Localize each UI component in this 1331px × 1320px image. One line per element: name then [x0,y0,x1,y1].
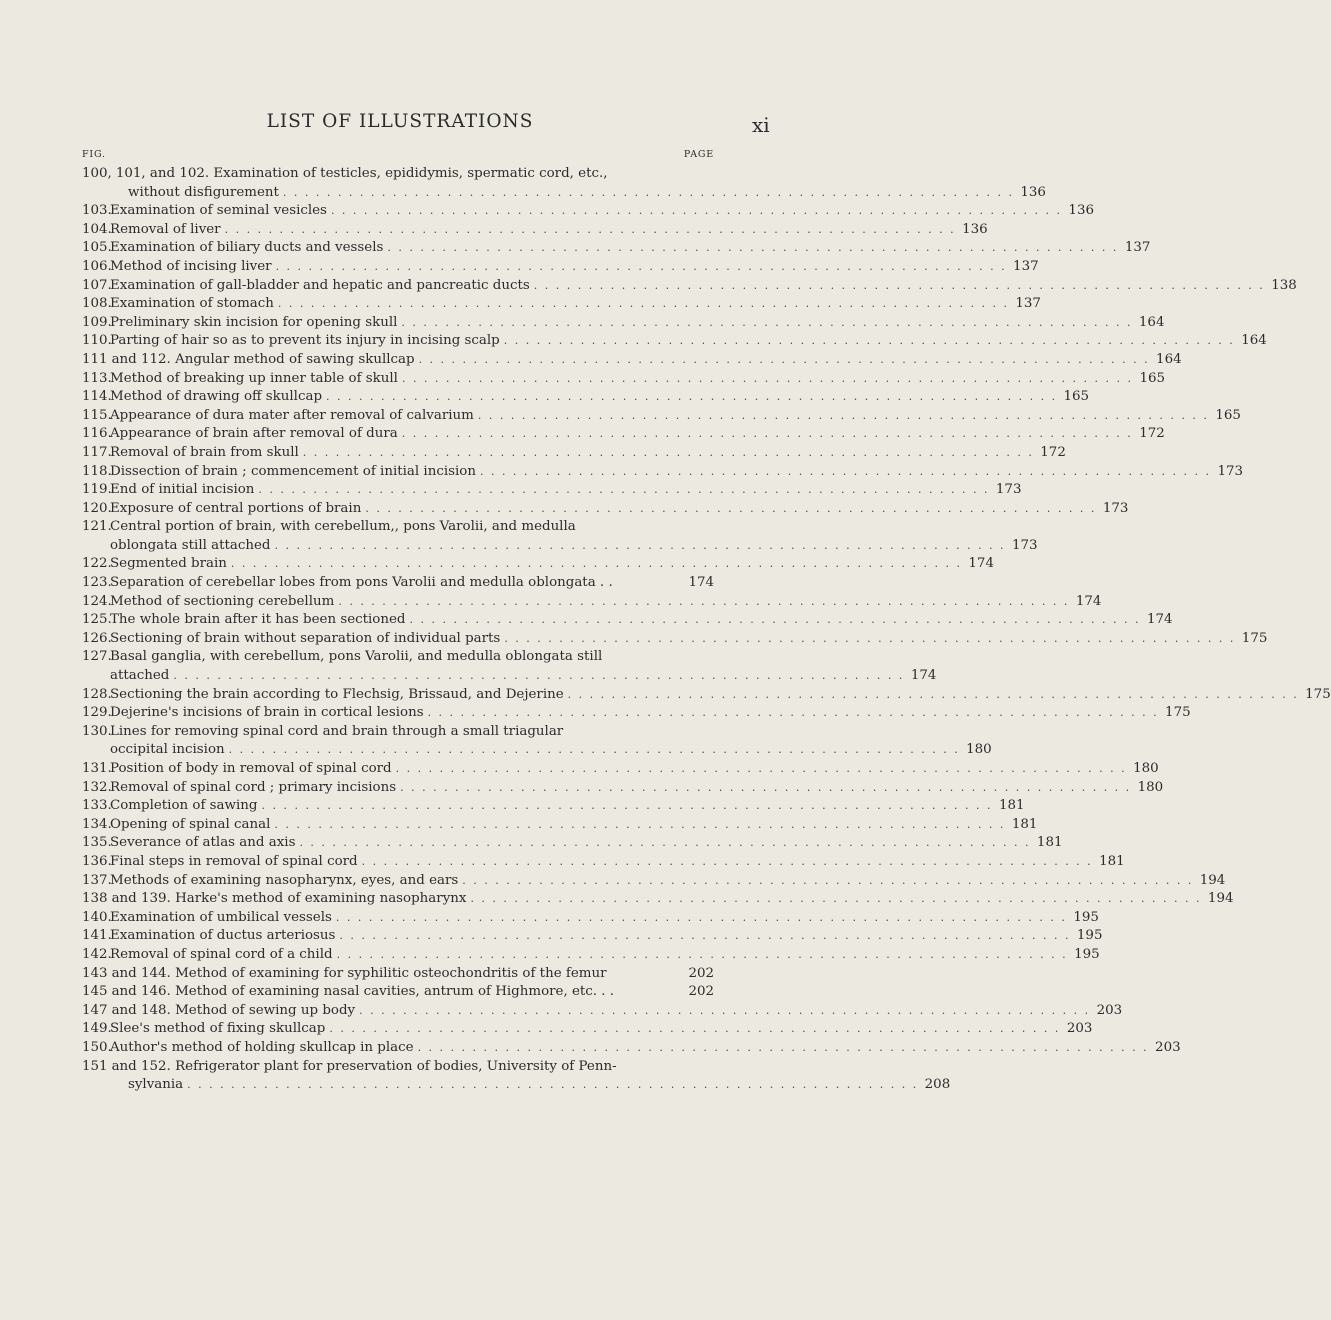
page-reference: 203 [1066,1021,1093,1037]
figure-caption: Completion of sawing [110,798,258,814]
figure-number: 130. [82,723,112,739]
dot-leader: . . . . . . . . . . . . . . . . . . . . . . . . . . . . . . . . . . . . . . . . . . . . . . . . . . . . . . . . . . . . . . . . . . . [401,315,1133,329]
page-reference: 136 [1020,184,1046,200]
figure-caption: Sectioning of brain without separation of individual parts [110,630,501,646]
page-reference: 180 [1133,761,1159,776]
dot-leader: . . . . . . . . . . . . . . . . . . . . . . . . . . . . . . . . . . . . . . . . . . . . . . . . . . . . . . . . . . . . . . . . . . . [401,427,1133,441]
figure-caption: attached [110,668,170,684]
page-reference: 164 [1156,351,1182,367]
dot-leader: . . . . . . . . . . . . . . . . . . . . . . . . . . . . . . . . . . . . . . . . . . . . . . . . . . . . . . . . . . . . . . . . . . . [339,929,1071,943]
figure-caption: and 152. Refrigerator plant for preservation of bodies, University of Penn- [111,1058,617,1074]
dot-leader: . . . . . . . . . . . . . . . . . . . . . . . . . . . . . . . . . . . . . . . . . . . . . . . . . . . . . . . . . . . . . . . . . . . [338,594,1070,608]
figure-caption: Method of sectioning cerebellum [110,593,335,609]
page-reference: 181 [998,798,1025,814]
list-item [82,165,1046,202]
list-item [82,965,714,984]
page-reference: 175 [1305,686,1331,702]
list-item [82,1020,1093,1039]
dot-leader: . . . . . . . . . . . . . . . . . . . . . . . . . . . . . . . . . . . . . . . . . . . . . . . . . . . . . . . . . . . . . . . . . . . [400,780,1132,794]
list-item [82,593,1102,612]
list-item [82,555,994,574]
figure-caption: and 139. Harke's method of examining nasopharynx [111,891,467,907]
list-item [82,332,1267,351]
figure-caption: End of initial incision [110,482,255,498]
dot-leader: . . . . . . . . . . . . . . . . . . . . . . . . . . . . . . . . . . . . . . . . . . . . . . . . . . . . . . . . . . . . . . . . . . . [533,278,1265,292]
page-reference: 180 [966,742,992,758]
figure-number: 110. [82,333,112,349]
figure-number: 118. [82,463,112,479]
page-reference: 208 [924,1077,951,1093]
figure-caption: Removal of spinal cord ; primary incisions [110,779,397,795]
figure-number: 111 [82,351,108,367]
dot-leader: . . . . . . . . . . . . . . . . . . . . . . . . . . . . . . . . . . . . . . . . . . . . . . . . . . . . . . . . . . . . . . . . . . . [567,687,1299,701]
figure-caption: Severance of atlas and axis [110,835,296,851]
page-reference: 165 [1063,389,1090,405]
page-reference: 137 [1013,258,1039,274]
figure-caption: Sectioning the brain according to Flechsig, Brissaud, and Dejerine [110,686,564,702]
list-item [82,983,714,1002]
dot-leader: . . . . . . . . . . . . . . . . . . . . . . . . . . . . . . . . . . . . . . . . . . . . . . . . . . . . . . . . . . . . . . . . . . . [261,799,993,813]
figure-number: 142. [82,946,112,962]
page-reference: 203 [1155,1039,1181,1055]
list-item [82,611,1173,630]
list-item [82,295,1041,314]
figure-number: 120. [82,500,112,516]
figure-caption: oblongata still attached [110,537,271,553]
page-reference: 174 [688,575,714,591]
page-reference: 181 [1099,853,1125,869]
page-reference: 202 [688,965,714,981]
page-reference: 137 [1015,296,1041,312]
dot-leader: . . . . . . . . . . . . . . . . . . . . . . . . . . . . . . . . . . . . . . . . . . . . . . . . . . . . . . . . . . . . . . . . . . . [274,817,1006,831]
page-reference: 172 [1040,444,1066,460]
figure-number: 109. [82,314,112,330]
figure-number: 131. [82,761,112,776]
figure-number: 137. [82,872,112,888]
figure-number: 128. [82,686,112,702]
figure-caption: Appearance of dura mater after removal of calvarium [110,407,474,423]
figure-number: 141. [82,928,112,944]
figure-number: 143 [82,965,108,981]
figure-caption: and 148. Method of sewing up body [111,1002,356,1018]
figure-number: 123. [82,575,112,591]
figure-caption: Segmented brain [110,556,227,572]
page-reference: 175 [1241,630,1268,646]
page-reference: 174 [910,668,937,684]
dot-leader: . . . . . . . . . . . . . . . . . . . . . . . . . . . . . . . . . . . . . . . . . . . . . . . . . . . . . . . . . . . . . . . . . . . [477,408,1209,422]
dot-leader: . . . . . . . . . . . . . . . . . . . . . . . . . . . . . . . . . . . . . . . . . . . . . . . . . . . . . . . . . . . . . . . . . . . [365,501,1097,515]
page-reference: 164 [1241,333,1267,349]
figure-caption: Exposure of central portions of brain [110,500,362,516]
page-reference: 175 [1165,705,1191,721]
figure-caption: and 144. Method of examining for syphilitic osteochondritis of the femur [111,965,607,981]
list-item [82,407,1241,426]
dot-leader: . . . . . . . . . . . . . . . . . . . . . . . . . . . . . . . . . . . . . . . . . . . . . . . . . . . . . . . . . . . . . . . . . . . [335,910,1067,924]
dot-leader: . . . . . . . . . . . . . . . . . . . . . . . . . . . . . . . . . . . . . . . . . . . . . . . . . . . . . . . . . . . . . . . . . . . [479,464,1211,478]
list-item [82,277,1297,296]
figure-number: 149. [82,1021,112,1037]
page-number: xi [752,113,770,137]
list-item [82,909,1099,928]
figure-caption: without disfigurement [128,184,279,200]
figure-caption: Methods of examining nasopharynx, eyes, and ears [110,872,459,888]
dot-leader: . . . . . . . . . . . . . . . . . . . . . . . . . . . . . . . . . . . . . . . . . . . . . . . . . . . . . . . . . . . . . . . . . . . [409,613,1141,627]
dot-leader: . . . . . . . . . . . . . . . . . . . . . . . . . . . . . . . . . . . . . . . . . . . . . . . . . . . . . . . . . . . . . . . . . . . [228,743,960,757]
figure-caption: and 146. Method of examining nasal cavities, antrum of Highmore, etc. . . [111,984,615,1000]
dot-leader: . . . . . . . . . . . . . . . . . . . . . . . . . . . . . . . . . . . . . . . . . . . . . . . . . . . . . . . . . . . . . . . . . . . [361,854,1093,868]
dot-leader: . . . . . . . . . . . . . . . . . . . . . . . . . . . . . . . . . . . . . . . . . . . . . . . . . . . . . . . . . . . . . . . . . . . [417,1040,1149,1054]
figure-number: 122. [82,556,112,572]
page-reference: 136 [1068,203,1094,219]
list-item [82,779,1164,798]
list-item [82,444,1066,463]
dot-leader: . . . . . . . . . . . . . . . . . . . . . . . . . . . . . . . . . . . . . . . . . . . . . . . . . . . . . . . . . . . . . . . . . . . [395,762,1127,775]
page-reference: 195 [1074,946,1100,962]
list-item [82,927,1103,946]
figure-number: 145 [82,984,108,1000]
list-item [82,370,1165,389]
figure-caption: Parting of hair so as to prevent its injury in incising scalp [110,333,500,349]
dot-leader: . . . . . . . . . . . . . . . . . . . . . . . . . . . . . . . . . . . . . . . . . . . . . . . . . . . . . . . . . . . . . . . . . . . [329,1022,1061,1036]
figure-caption: Removal of brain from skull [110,444,299,460]
figure-number: 136. [82,853,112,869]
dot-leader: . . . . . . . . . . . . . . . . . . . . . . . . . . . . . . . . . . . . . . . . . . . . . . . . . . . . . . . . . . . . . . . . . . . [187,1078,919,1092]
list-item [82,239,1151,258]
page-reference: 181 [1011,816,1038,832]
figure-caption: Examination of seminal vesicles [110,203,327,219]
figure-caption: 101, and 102. Examination of testicles, epididymis, spermatic cord, etc., [115,166,608,181]
list-item [82,630,1268,649]
figure-caption: Position of body in removal of spinal cord [110,761,392,776]
figure-number: 106. [82,258,112,274]
list-item [82,1058,951,1095]
dot-leader: . . . . . . . . . . . . . . . . . . . . . . . . . . . . . . . . . . . . . . . . . . . . . . . . . . . . . . . . . . . . . . . . . . . [359,1003,1091,1017]
dot-leader: . . . . . . . . . . . . . . . . . . . . . . . . . . . . . . . . . . . . . . . . . . . . . . . . . . . . . . . . . . . . . . . . . . . [224,222,956,236]
figure-number: 107. [82,277,112,293]
list-item [82,1002,1123,1021]
page-reference: 194 [1199,872,1226,888]
figure-number: 121. [82,519,112,535]
figure-caption: Author's method of holding skullcap in place [110,1039,414,1055]
page-reference: 138 [1271,277,1297,293]
page-reference: 164 [1138,314,1165,330]
dot-leader: . . . . . . . . . . . . . . . . . . . . . . . . . . . . . . . . . . . . . . . . . . . . . . . . . . . . . . . . . . . . . . . . . . . [427,706,1159,720]
figure-number: 117. [82,444,112,460]
figure-number: 100, [82,166,112,181]
figure-number: 147 [82,1002,108,1018]
figure-number: 140. [82,909,112,925]
page-reference: 137 [1124,240,1151,256]
figure-caption: Lines for removing spinal cord and brain through a small triagular [110,723,564,739]
list-item [82,202,1094,221]
page-header-title: LIST OF ILLUSTRATIONS [266,111,534,132]
dot-leader: . . . . . . . . . . . . . . . . . . . . . . . . . . . . . . . . . . . . . . . . . . . . . . . . . . . . . . . . . . . . . . . . . . . [462,873,1194,887]
dot-leader: . . . . . . . . . . . . . . . . . . . . . . . . . . . . . . . . . . . . . . . . . . . . . . . . . . . . . . . . . . . . . . . . . . . [326,390,1058,404]
page-reference: 173 [1217,463,1243,479]
dot-leader: . . . . . . . . . . . . . . . . . . . . . . . . . . . . . . . . . . . . . . . . . . . . . . . . . . . . . . . . . . . . . . . . . . . [302,445,1034,459]
page-reference: 165 [1215,407,1241,423]
figure-caption: Basal ganglia, with cerebellum, pons Varolii, and medulla oblongata still [110,649,603,665]
page-reference: 174 [968,556,994,572]
figure-caption: Final steps in removal of spinal cord [110,853,358,869]
page-reference: 136 [962,221,988,237]
dot-leader: . . . . . . . . . . . . . . . . . . . . . . . . . . . . . . . . . . . . . . . . . . . . . . . . . . . . . . . . . . . . . . . . . . . [470,892,1202,906]
figure-caption: The whole brain after it has been sectioned [110,612,406,628]
figure-number: 119. [82,482,112,498]
figure-number: 135. [82,835,112,851]
list-item [82,425,1165,444]
figure-number: 127. [82,649,112,665]
figure-caption: Separation of cerebellar lobes from pons Varolii and medulla oblongata . . [110,575,613,591]
figure-number: 150. [82,1039,112,1055]
list-item [82,853,1125,872]
page-column-heading: PAGE [683,149,714,160]
figure-caption: Examination of gall-bladder and hepatic and pancreatic ducts [110,277,530,293]
list-item [82,686,1331,705]
figure-number: 104. [82,221,112,237]
list-item [82,797,1025,816]
dot-leader: . . . . . . . . . . . . . . . . . . . . . . . . . . . . . . . . . . . . . . . . . . . . . . . . . . . . . . . . . . . . . . . . . . . [401,371,1133,385]
dot-leader: . . . . . . . . . . . . . . . . . . . . . . . . . . . . . . . . . . . . . . . . . . . . . . . . . . . . . . . . . . . . . . . . . . . [274,538,1006,552]
list-item [82,258,1039,277]
figure-caption: Opening of spinal canal [110,816,271,832]
page-reference: 203 [1096,1002,1123,1018]
page-reference: 195 [1073,909,1099,925]
illustrations-list [82,165,1331,1095]
list-item [82,1039,1181,1058]
list-item [82,816,1038,835]
figure-number: 134. [82,816,112,832]
figure-caption: sylvania [128,1077,184,1093]
dot-leader: . . . . . . . . . . . . . . . . . . . . . . . . . . . . . . . . . . . . . . . . . . . . . . . . . . . . . . . . . . . . . . . . . . . [504,631,1236,645]
figure-caption: Examination of stomach [110,296,274,312]
figure-caption: Dissection of brain ; commencement of initial incision [110,463,476,479]
list-item [82,351,1182,370]
figure-number: 124. [82,593,112,609]
figure-caption: Examination of ductus arteriosus [110,928,336,944]
figure-number: 113. [82,370,112,386]
page-reference: 174 [1146,612,1173,628]
list-item [82,890,1234,909]
dot-leader: . . . . . . . . . . . . . . . . . . . . . . . . . . . . . . . . . . . . . . . . . . . . . . . . . . . . . . . . . . . . . . . . . . . [277,297,1009,311]
list-item [82,834,1063,853]
page-reference: 173 [1102,500,1129,516]
page-reference: 195 [1076,928,1103,944]
list-item [82,518,1038,555]
figure-number: 129. [82,705,112,721]
figure-number: 126. [82,630,112,646]
dot-leader: . . . . . . . . . . . . . . . . . . . . . . . . . . . . . . . . . . . . . . . . . . . . . . . . . . . . . . . . . . . . . . . . . . . [503,334,1235,348]
dot-leader: . . . . . . . . . . . . . . . . . . . . . . . . . . . . . . . . . . . . . . . . . . . . . . . . . . . . . . . . . . . . . . . . . . . [173,669,905,683]
page-reference: 172 [1139,426,1165,442]
figure-number: 114. [82,389,112,405]
figure-number: 125. [82,612,112,628]
list-item [82,388,1090,407]
list-item [82,314,1165,333]
figure-caption: Method of breaking up inner table of skull [110,370,398,386]
dot-leader: . . . . . . . . . . . . . . . . . . . . . . . . . . . . . . . . . . . . . . . . . . . . . . . . . . . . . . . . . . . . . . . . . . . [418,352,1150,366]
page-reference: 202 [688,984,714,1000]
dot-leader: . . . . . . . . . . . . . . . . . . . . . . . . . . . . . . . . . . . . . . . . . . . . . . . . . . . . . . . . . . . . . . . . . . . [258,483,990,497]
figure-caption: Slee's method of fixing skullcap [110,1021,326,1037]
figure-caption: Dejerine's incisions of brain in cortical lesions [110,705,424,721]
list-item [82,463,1243,482]
figure-number: 105. [82,240,112,256]
list-item [82,723,992,760]
list-item [82,648,937,685]
dot-leader: . . . . . . . . . . . . . . . . . . . . . . . . . . . . . . . . . . . . . . . . . . . . . . . . . . . . . . . . . . . . . . . . . . . [230,557,962,571]
list-item [82,574,714,593]
figure-caption: Method of drawing off skullcap [110,389,323,405]
list-item [82,500,1129,519]
figure-caption: Central portion of brain, with cerebellum,, pons Varolii, and medulla [110,519,576,535]
page-reference: 194 [1207,891,1234,907]
figure-caption: Preliminary skin incision for opening skull [110,314,398,330]
page-reference: 173 [1011,537,1038,553]
figure-caption: Removal of spinal cord of a child [110,946,333,962]
dot-leader: . . . . . . . . . . . . . . . . . . . . . . . . . . . . . . . . . . . . . . . . . . . . . . . . . . . . . . . . . . . . . . . . . . . [336,947,1068,961]
page-reference: 180 [1137,779,1164,795]
figure-number: 103. [82,203,112,219]
dot-leader: . . . . . . . . . . . . . . . . . . . . . . . . . . . . . . . . . . . . . . . . . . . . . . . . . . . . . . . . . . . . . . . . . . . [282,185,1014,199]
page-reference: 165 [1139,370,1165,386]
page-reference: 181 [1036,835,1063,851]
dot-leader: . . . . . . . . . . . . . . . . . . . . . . . . . . . . . . . . . . . . . . . . . . . . . . . . . . . . . . . . . . . . . . . . . . . [299,836,1031,850]
dot-leader: . . . . . . . . . . . . . . . . . . . . . . . . . . . . . . . . . . . . . . . . . . . . . . . . . . . . . . . . . . . . . . . . . . . [275,259,1007,273]
list-item [82,946,1100,965]
figure-number: 151 [82,1058,108,1074]
dot-leader: . . . . . . . . . . . . . . . . . . . . . . . . . . . . . . . . . . . . . . . . . . . . . . . . . . . . . . . . . . . . . . . . . . . [387,241,1119,255]
figure-caption: Method of incising liver [110,258,272,274]
figure-caption: Removal of liver [110,221,221,237]
list-item [82,872,1226,891]
figure-caption: Examination of biliary ducts and vessels [110,240,384,256]
list-item [82,760,1159,779]
figure-caption: and 112. Angular method of sawing skullcap [111,351,415,367]
figure-number: 138 [82,891,108,907]
list-item [82,481,1022,500]
page-reference: 174 [1075,593,1102,609]
list-item [82,704,1191,723]
figure-caption: occipital incision [110,742,225,758]
dot-leader: . . . . . . . . . . . . . . . . . . . . . . . . . . . . . . . . . . . . . . . . . . . . . . . . . . . . . . . . . . . . . . . . . . . [330,204,1062,218]
figure-number: 116. [82,426,112,442]
page-reference: 173 [995,482,1022,498]
figure-number: 115. [82,407,112,423]
list-item [82,221,988,240]
fig-column-heading: FIG. [82,149,106,160]
figure-caption: Examination of umbilical vessels [110,909,332,925]
figure-number: 133. [82,798,112,814]
figure-number: 132. [82,779,112,795]
figure-caption: Appearance of brain after removal of dura [110,426,398,442]
figure-number: 108. [82,296,112,312]
